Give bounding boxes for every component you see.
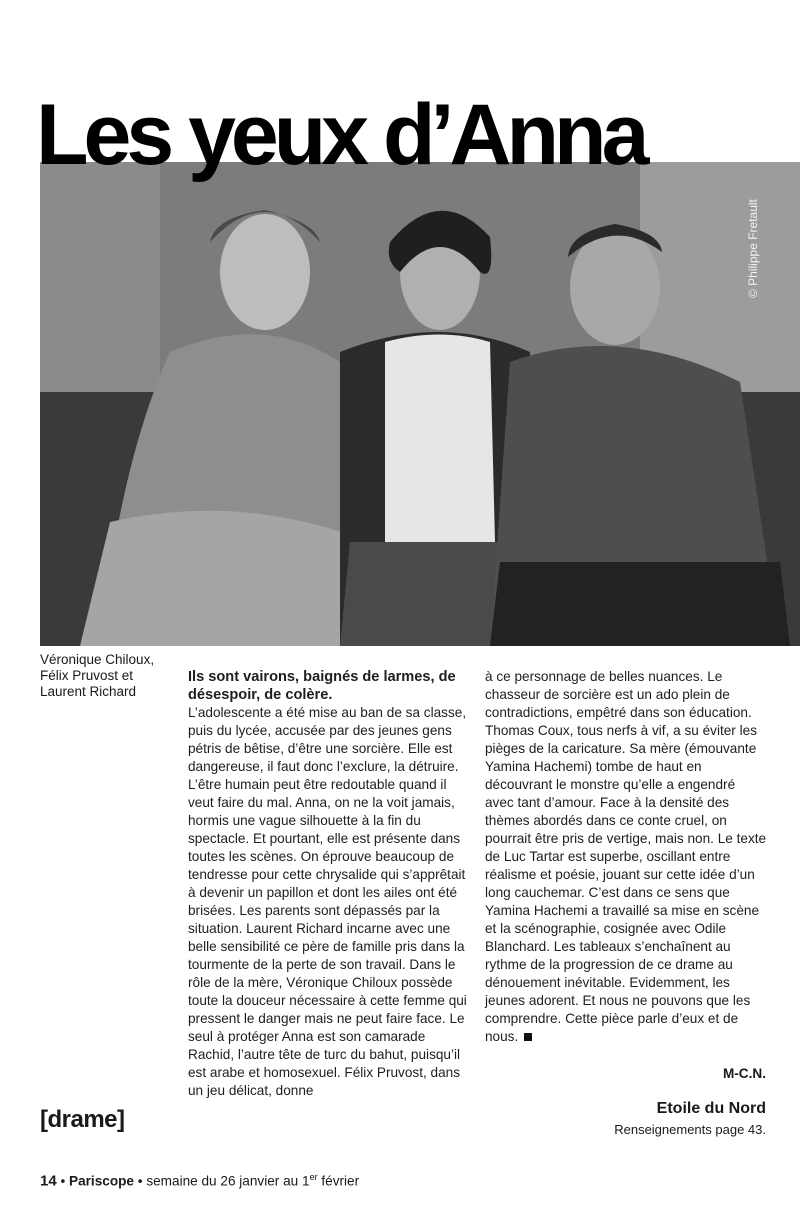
article-body-part-1: L’adolescente a été mise au ban de sa classe, puis du lycée, accusée par des jeunes gens pétris de bêtise, d’être une sorcière. Elle est dangereuse, il faut donc l’exclure, la détruire. L’être humain peut être redoutable quand il veut faire du mal. Anna, on ne la voit jamais, hormis une vague silhouette à la fin du spectacle. Et pourtant, elle est présente dans toutes les scènes. On éprouve beaucoup de tendresse pour cette chrysalide qui s’apprêtait à devenir un papillon et dont les ailes ont été brisées. Les parents sont dépassés par la situation. Laurent Richard incarne avec une belle sensibilité ce père de famille pris dans la tourmente de la perte de son travail. Dans le rôle de la mère, Véronique Chiloux possède toute la douceur nécessaire à cette femme qui pressent le danger mais ne peut faire face. Le seul à protéger Anna est son camarade Rachid, l’autre tête de turc du bahut, puisqu’il est arabe et homosexuel. Félix Pruvost, dans un jeu délicat, donne xyxy=(188,705,467,1098)
venue-info: Renseignements page 43. xyxy=(614,1122,766,1137)
photo-illustration xyxy=(40,162,800,646)
article-lede: Ils sont vairons, baignés de larmes, de désespoir, de colère. xyxy=(188,669,456,703)
genre-label: [drame] xyxy=(40,1106,125,1133)
article-column-1 xyxy=(188,668,473,1100)
footer-bullet: • xyxy=(60,1173,66,1189)
issue-week-end: février xyxy=(317,1173,360,1189)
footer-bullet: • xyxy=(137,1173,143,1189)
issue-week: semaine du 26 janvier au 1 xyxy=(146,1173,310,1189)
photo-caption: Véronique Chiloux, Félix Pruvost et Laurent Richard xyxy=(40,652,155,699)
page-footer xyxy=(40,1172,359,1190)
article-column-2 xyxy=(485,668,767,1046)
article-body-part-2-wrapper xyxy=(485,668,767,1046)
end-mark-icon xyxy=(524,1033,532,1041)
article-photo xyxy=(40,162,800,646)
venue-name: Etoile du Nord xyxy=(656,1100,766,1117)
article-body-part-2: à ce personnage de belles nuances. Le chasseur de sorcière est un ado plein de contradictions, empêtré dans son éducation. Thomas Coux, tous nerfs à vif, a su éviter les pièges de la caricature. Sa mère (émouvante Yamina Hachemi) tombe de haut en découvrant le monstre qu’elle a engendré avec tant d’amour. Face à la densité des thèmes abordés dans ce conte cruel, on pourrait être pris de vertige, mais non. Le texte de Luc Tartar est superbe, oscillant entre réalisme et poésie, jouant sur cette idée d’un long cauchemar. C’est dans ce sens que Yamina Hachemi a travaillé sa mise en scène et la scénographie, cosignée avec Odile Blanchard. Les tableaux s’enchaînent au rythme de la progression de ce drame au dénouement inévitable. Evidemment, les jeunes adorent. Et nous ne pouvons que les comprendre. Cette pièce parle d’eux et de nous. xyxy=(485,669,767,1044)
issue-week-superscript: er xyxy=(309,1172,318,1182)
photo-credit: © Philippe Fretault xyxy=(746,199,760,298)
article-title: Les yeux d’Anna xyxy=(36,87,645,183)
page-number: 14 xyxy=(40,1172,57,1190)
publication-name: Pariscope xyxy=(69,1173,134,1189)
author-signature: M-C.N. xyxy=(722,1066,766,1081)
